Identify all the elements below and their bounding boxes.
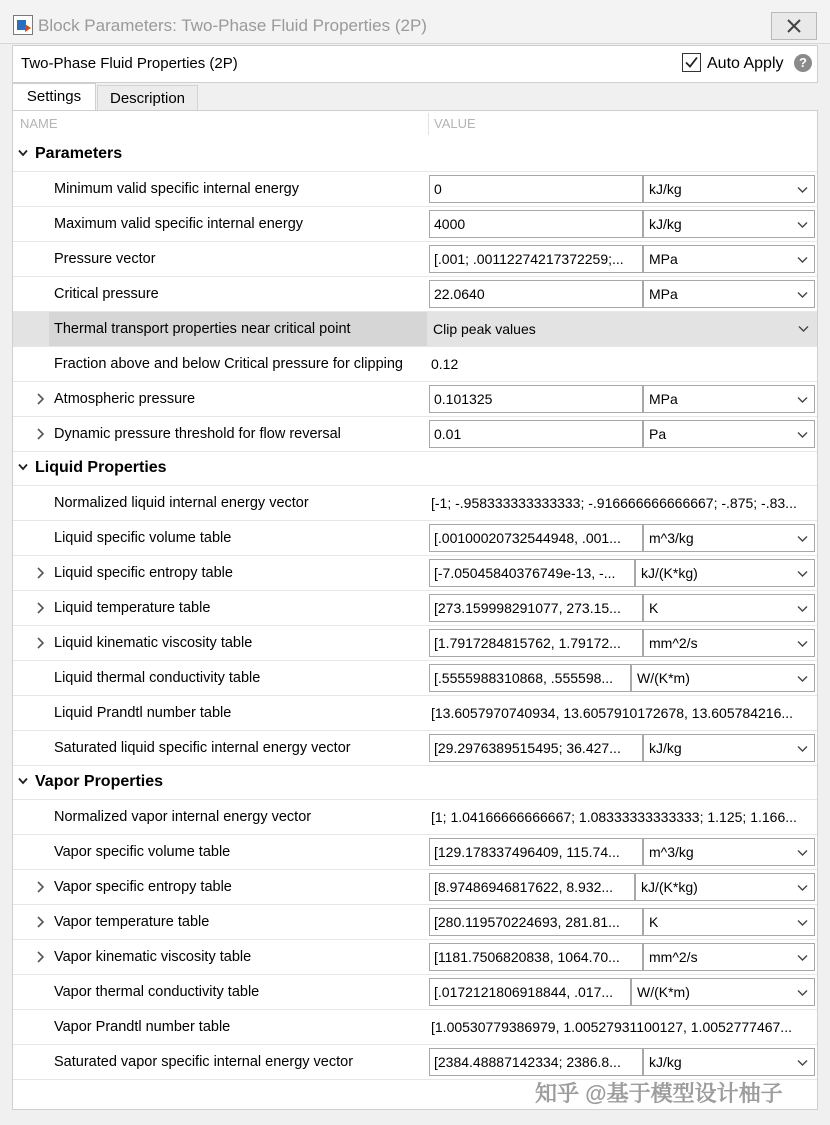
param-label: Maximum valid specific internal energy (54, 216, 304, 232)
chevron-right-icon[interactable] (36, 428, 45, 440)
chevron-right-icon[interactable] (36, 951, 45, 963)
value-text[interactable]: [13.6057970740934, 13.6057910172678, 13.605784216... (431, 705, 794, 721)
value-field[interactable]: 0.01 (429, 420, 643, 448)
chevron-down-icon (797, 186, 808, 194)
unit-label: kJ/kg (649, 216, 682, 232)
unit-label: kJ/(K*kg) (641, 565, 698, 581)
param-label: Liquid Prandtl number table (54, 705, 232, 721)
param-label: Atmospheric pressure (54, 391, 196, 407)
chevron-down-icon (797, 849, 808, 857)
unit-label: mm^2/s (649, 635, 698, 651)
param-label: Vapor specific entropy table (54, 879, 232, 895)
param-row (13, 696, 817, 731)
chevron-down-icon (797, 570, 808, 578)
section-vapor-properties[interactable] (13, 765, 817, 800)
unit-dropdown[interactable] (643, 908, 815, 936)
value-field[interactable]: [129.178337496409, 115.74... (429, 838, 643, 866)
param-label: Liquid specific volume table (54, 530, 232, 546)
unit-dropdown[interactable] (635, 873, 815, 901)
param-row (13, 242, 817, 277)
section-label: Vapor Properties (35, 773, 164, 790)
auto-apply-label: Auto Apply (707, 55, 784, 72)
param-row (13, 835, 817, 870)
param-label: Liquid specific entropy table (54, 565, 233, 581)
chevron-down-icon (797, 919, 808, 927)
param-row (13, 870, 817, 905)
param-row (13, 521, 817, 556)
unit-label: MPa (649, 286, 678, 302)
param-row (13, 731, 817, 766)
simulink-block-icon (13, 15, 33, 35)
param-label: Saturated liquid specific internal energy vector (54, 740, 351, 756)
param-label: Vapor specific volume table (54, 844, 231, 860)
block-name: Two-Phase Fluid Properties (2P) (21, 55, 238, 72)
critical-point-dropdown[interactable] (429, 312, 815, 346)
chevron-down-icon (797, 1059, 808, 1067)
unit-label: m^3/kg (649, 530, 694, 546)
param-label: Pressure vector (54, 251, 156, 267)
value-field[interactable]: [.001; .00112274217372259;... (429, 245, 643, 273)
unit-dropdown[interactable] (643, 524, 815, 552)
column-header-value: VALUE (434, 116, 476, 131)
value-field[interactable]: [.00100020732544948, .001... (429, 524, 643, 552)
chevron-down-icon (797, 605, 808, 613)
param-row (13, 556, 817, 591)
chevron-down-icon (797, 535, 808, 543)
param-label: Normalized liquid internal energy vector (54, 495, 309, 511)
value-field[interactable]: [-7.05045840376749e-13, -... (429, 559, 635, 587)
tab-description[interactable]: Description (97, 85, 198, 110)
value-text[interactable]: 0.12 (431, 356, 459, 372)
value-text[interactable]: [1.00530779386979, 1.00527931100127, 1.0052777467... (431, 1019, 792, 1035)
unit-label: W/(K*m) (637, 670, 690, 686)
chevron-right-icon[interactable] (36, 916, 45, 928)
value-field[interactable]: [273.159998291077, 273.15... (429, 594, 643, 622)
unit-dropdown[interactable] (643, 420, 815, 448)
unit-dropdown[interactable] (643, 175, 815, 203)
section-parameters[interactable] (13, 137, 817, 172)
chevron-right-icon[interactable] (36, 637, 45, 649)
chevron-down-icon[interactable] (18, 148, 28, 158)
value-text[interactable]: [-1; -.958333333333333; -.916666666666667; -.875; -.83... (431, 495, 797, 511)
param-row (13, 1010, 817, 1045)
param-label: Minimum valid specific internal energy (54, 181, 299, 197)
param-row (13, 940, 817, 975)
unit-label: kJ/kg (649, 740, 682, 756)
unit-label: kJ/kg (649, 181, 682, 197)
param-label: Normalized vapor internal energy vector (54, 809, 312, 825)
unit-dropdown[interactable] (643, 629, 815, 657)
chevron-down-icon (797, 640, 808, 648)
unit-label: K (649, 600, 659, 616)
chevron-down-icon (797, 954, 808, 962)
param-row (13, 800, 817, 835)
unit-dropdown[interactable] (643, 734, 815, 762)
watermark: 知乎 @基于模型设计柚子 (535, 1081, 783, 1106)
param-label: Fraction above and below Critical pressure for clipping (54, 356, 403, 372)
value-field[interactable]: [1181.7506820838, 1064.70... (429, 943, 643, 971)
value-field[interactable]: [.5555988310868, .555598... (429, 664, 631, 692)
chevron-right-icon[interactable] (36, 602, 45, 614)
value-field[interactable]: [1.7917284815762, 1.79172... (429, 629, 643, 657)
unit-dropdown[interactable] (643, 385, 815, 413)
unit-dropdown[interactable] (643, 594, 815, 622)
unit-dropdown[interactable] (635, 559, 815, 587)
value-field[interactable]: 0 (429, 175, 643, 203)
unit-dropdown[interactable] (643, 838, 815, 866)
param-row (13, 661, 817, 696)
param-row (13, 382, 817, 417)
param-label: Dynamic pressure threshold for flow reversal (54, 426, 341, 442)
auto-apply-checkbox[interactable] (682, 53, 701, 72)
param-label: Saturated vapor specific internal energy vector (54, 1054, 354, 1070)
param-label: Thermal transport properties near critical point (54, 321, 351, 337)
unit-label: kJ/kg (649, 1054, 682, 1070)
help-icon[interactable]: ? (794, 54, 812, 72)
param-row-selected (13, 312, 817, 347)
param-label: Vapor temperature table (54, 914, 210, 930)
chevron-down-icon (797, 431, 808, 439)
param-row (13, 277, 817, 312)
unit-label: W/(K*m) (637, 984, 690, 1000)
unit-label: m^3/kg (649, 844, 694, 860)
param-label: Liquid kinematic viscosity table (54, 635, 253, 651)
dropdown-value: Clip peak values (433, 321, 536, 337)
value-field[interactable]: [2384.48887142334; 2386.8... (429, 1048, 643, 1076)
close-icon (786, 18, 802, 34)
unit-dropdown[interactable] (643, 210, 815, 238)
param-row (13, 207, 817, 242)
tab-settings[interactable]: Settings (12, 83, 96, 110)
value-field[interactable]: 4000 (429, 210, 643, 238)
unit-label: Pa (649, 426, 667, 442)
section-label: Parameters (35, 145, 123, 162)
unit-dropdown[interactable] (643, 280, 815, 308)
param-label: Liquid thermal conductivity table (54, 670, 261, 686)
column-header-name: NAME (20, 116, 58, 131)
param-label: Vapor Prandtl number table (54, 1019, 231, 1035)
close-button[interactable] (771, 12, 817, 40)
param-row (13, 975, 817, 1010)
param-row (13, 591, 817, 626)
unit-label: MPa (649, 391, 678, 407)
unit-label: kJ/(K*kg) (641, 879, 698, 895)
section-label: Liquid Properties (35, 459, 167, 476)
unit-dropdown[interactable] (631, 664, 815, 692)
value-field[interactable]: [29.2976389515495; 36.427... (429, 734, 643, 762)
checkmark-icon (684, 55, 699, 70)
unit-dropdown[interactable] (643, 1048, 815, 1076)
chevron-down-icon[interactable] (18, 776, 28, 786)
column-divider[interactable] (428, 113, 429, 135)
chevron-down-icon (797, 884, 808, 892)
value-field[interactable]: 22.0640 (429, 280, 643, 308)
chevron-down-icon (797, 396, 808, 404)
param-row (13, 417, 817, 452)
param-label: Critical pressure (54, 286, 159, 302)
unit-dropdown[interactable] (643, 943, 815, 971)
chevron-down-icon (798, 325, 809, 333)
unit-dropdown[interactable] (631, 978, 815, 1006)
chevron-right-icon[interactable] (36, 567, 45, 579)
chevron-down-icon[interactable] (18, 462, 28, 472)
param-label: Liquid temperature table (54, 600, 211, 616)
chevron-down-icon (797, 221, 808, 229)
chevron-down-icon (797, 256, 808, 264)
value-field[interactable]: [8.97486946817622, 8.932... (429, 873, 635, 901)
parameters-table (12, 110, 818, 1110)
param-row (13, 626, 817, 661)
unit-dropdown[interactable] (643, 245, 815, 273)
chevron-down-icon (797, 291, 808, 299)
chevron-down-icon (797, 675, 808, 683)
block-header (12, 45, 818, 83)
title-bar (0, 0, 830, 44)
value-field[interactable]: 0.101325 (429, 385, 643, 413)
param-row (13, 172, 817, 207)
param-row (13, 905, 817, 940)
chevron-down-icon (797, 989, 808, 997)
value-text[interactable]: [1; 1.04166666666667; 1.08333333333333; 1.125; 1.166... (431, 809, 797, 825)
chevron-right-icon[interactable] (36, 881, 45, 893)
value-field[interactable]: [280.119570224693, 281.81... (429, 908, 643, 936)
unit-label: mm^2/s (649, 949, 698, 965)
chevron-down-icon (797, 745, 808, 753)
window-title: Block Parameters: Two-Phase Fluid Properties (2P) (38, 16, 427, 35)
param-row (13, 347, 817, 382)
param-label: Vapor kinematic viscosity table (54, 949, 252, 965)
param-row (13, 486, 817, 521)
param-label: Vapor thermal conductivity table (54, 984, 260, 1000)
unit-label: MPa (649, 251, 678, 267)
param-row (13, 1045, 817, 1080)
chevron-right-icon[interactable] (36, 393, 45, 405)
section-liquid-properties[interactable] (13, 451, 817, 486)
unit-label: K (649, 914, 659, 930)
value-field[interactable]: [.0172121806918844, .017... (429, 978, 631, 1006)
